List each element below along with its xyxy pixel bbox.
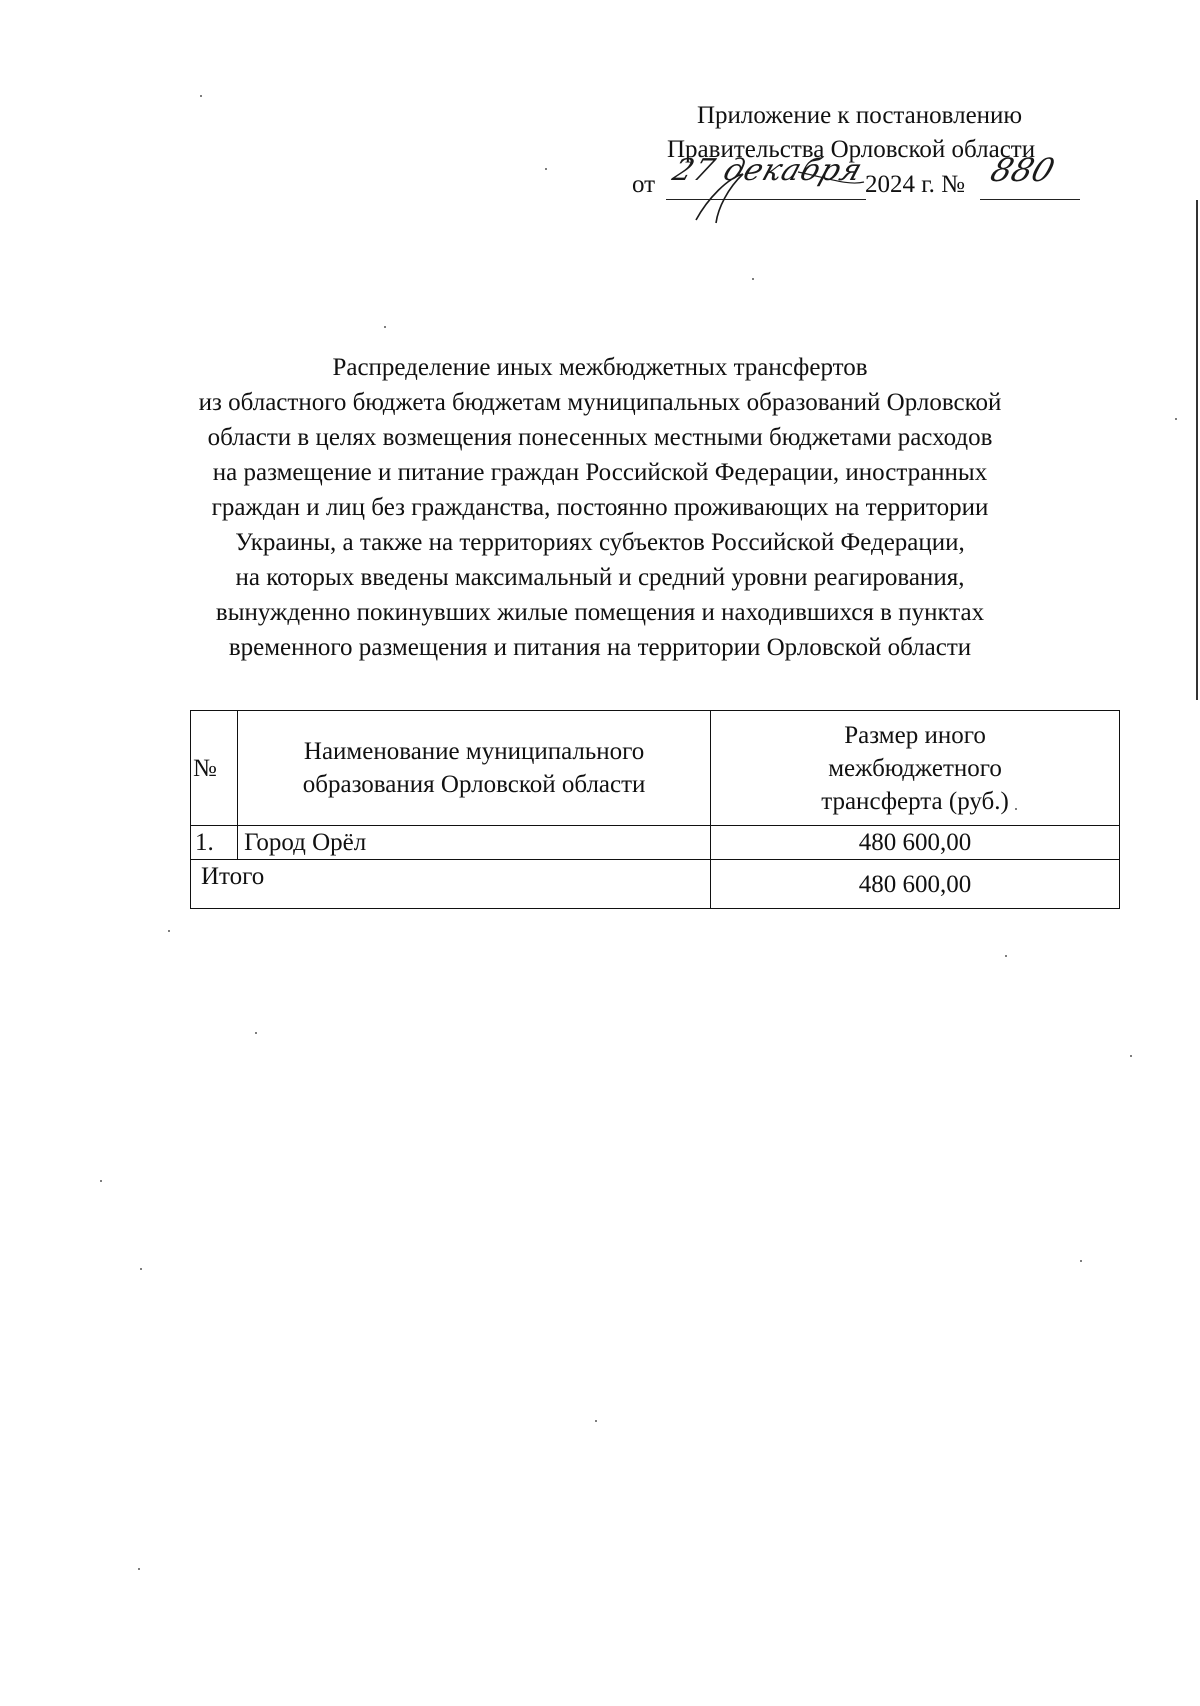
title-line: временного размещения и питания на территории Орловской области (228, 634, 972, 661)
appendix-line-1: Приложение к постановлению (697, 102, 1023, 129)
appendix-line-2: Правительства Орловской области (667, 136, 1036, 163)
total-label: Итого (191, 860, 711, 909)
scan-speck (384, 326, 386, 328)
scan-speck (140, 1268, 142, 1270)
title-line: вынужденно покинувших жилые помещения и находившихся в пунктах (215, 599, 985, 626)
header-amount-line: Размер иного (844, 721, 986, 749)
date-prefix: от (632, 171, 656, 198)
row-municipality: Город Орёл (238, 826, 711, 860)
header-municipality (238, 711, 711, 826)
transfer-table (190, 710, 1120, 909)
scan-speck (200, 95, 202, 97)
header-number: № (191, 711, 238, 826)
title-line: Украины, а также на территориях субъектов Российской Федерации, (235, 529, 965, 556)
scan-speck (1080, 1260, 1082, 1262)
scan-speck (1015, 808, 1017, 810)
scan-speck (752, 278, 754, 280)
title-line: области в целях возмещения понесенных местными бюджетами расходов (207, 424, 993, 451)
handwriting-flourish (688, 168, 868, 228)
number-field (980, 151, 1080, 200)
scan-speck (255, 1032, 257, 1034)
handwritten-date: 27 декабря (668, 153, 868, 188)
header-municipality-line: образования Орловской области (302, 771, 646, 798)
title-line: Распределение иных межбюджетных трансфертов (332, 354, 868, 381)
table-header-row (191, 711, 1120, 826)
document-title (150, 350, 1050, 665)
total-amount: 480 600,00 (711, 860, 1120, 909)
title-line: на которых введены максимальный и средний уровни реагирования, (235, 564, 965, 591)
header-amount (711, 711, 1120, 826)
title-line: на размещение и питание граждан Российской Федерации, иностранных (212, 459, 988, 486)
scan-speck (1175, 418, 1177, 420)
table-total-row (191, 860, 1120, 909)
title-line: из областного бюджета бюджетам муниципальных образований Орловской (198, 389, 1002, 416)
scan-speck (168, 930, 170, 932)
scan-speck (100, 1180, 102, 1182)
row-number: 1. (191, 826, 238, 860)
header-municipality-line: Наименование муниципального (303, 738, 645, 765)
scan-speck (545, 168, 547, 170)
scan-speck (1130, 1055, 1132, 1057)
handwritten-number: 880 (985, 151, 1060, 189)
header-amount-line: трансферта (руб.) (821, 787, 1009, 815)
year-and-number-label: 2024 г. № (865, 171, 966, 198)
scan-speck (138, 1568, 140, 1570)
scan-speck (595, 1420, 597, 1422)
title-line: граждан и лиц без гражданства, постоянно проживающих на территории (211, 494, 989, 521)
table-row (191, 826, 1120, 860)
scan-edge-line (1196, 200, 1198, 700)
header-amount-line: межбюджетного (828, 754, 1002, 782)
scan-speck (1005, 955, 1007, 957)
row-amount: 480 600,00 (711, 826, 1120, 860)
